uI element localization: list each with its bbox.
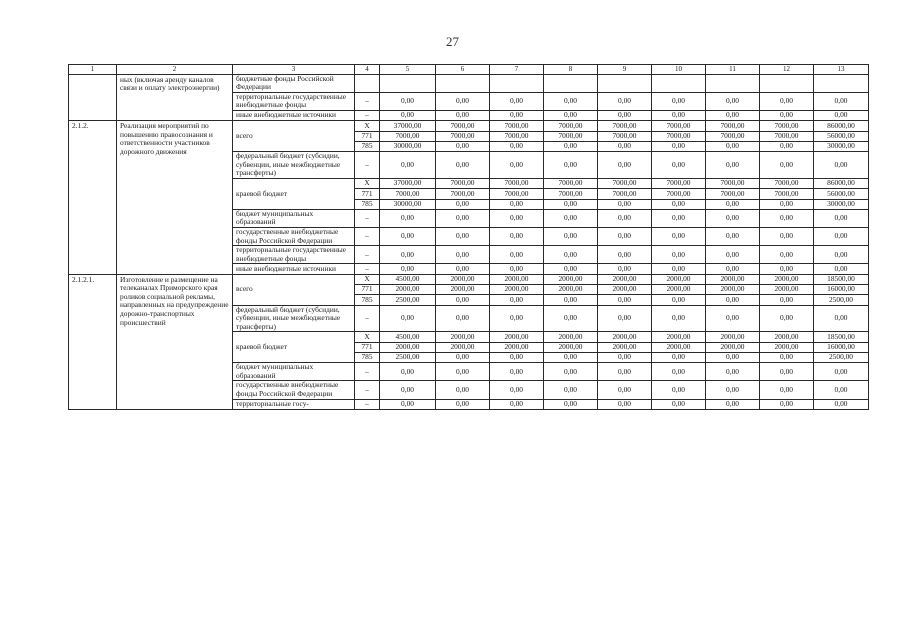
amount-cell: 7000,00	[652, 131, 706, 141]
amount-cell: 0,00	[544, 264, 598, 274]
funding-source: всего	[233, 274, 355, 305]
amount-cell: 2000,00	[652, 342, 706, 352]
column-number: 8	[544, 65, 598, 75]
amount-cell: 30000,00	[814, 199, 869, 209]
column-number: 1	[69, 65, 117, 75]
amount-cell: 0,00	[544, 305, 598, 332]
column-number: 2	[117, 65, 233, 75]
budget-code-cell: X	[355, 274, 380, 284]
amount-cell	[544, 74, 598, 92]
budget-code-cell: 785	[355, 199, 380, 209]
amount-cell: 0,00	[436, 363, 490, 381]
amount-cell: 0,00	[380, 152, 436, 179]
funding-source: иные внебюджетные источники	[233, 110, 355, 120]
amount-cell: 37000,00	[380, 121, 436, 131]
amount-cell: 0,00	[652, 92, 706, 110]
amount-cell: 2000,00	[760, 342, 814, 352]
budget-table	[68, 64, 869, 410]
amount-cell: 0,00	[652, 246, 706, 264]
amount-cell: 0,00	[760, 209, 814, 227]
budget-code-cell: –	[355, 209, 380, 227]
amount-cell: 7000,00	[706, 131, 760, 141]
amount-cell: 0,00	[598, 110, 652, 120]
amount-cell: 0,00	[652, 305, 706, 332]
amount-cell	[814, 74, 869, 92]
amount-cell: 2000,00	[706, 332, 760, 342]
budget-code-cell: 785	[355, 295, 380, 305]
amount-cell: 0,00	[598, 228, 652, 246]
amount-cell: 0,00	[598, 295, 652, 305]
amount-cell: 0,00	[490, 352, 544, 362]
amount-cell: 16000,00	[814, 342, 869, 352]
amount-cell: 0,00	[490, 305, 544, 332]
budget-code-cell: –	[355, 92, 380, 110]
funding-source: федеральный бюджет (субсидии, субвенции, иные межбюджетные трансферты)	[233, 305, 355, 332]
amount-cell	[380, 74, 436, 92]
amount-cell: 2000,00	[652, 274, 706, 284]
amount-cell: 2000,00	[490, 342, 544, 352]
amount-cell: 30000,00	[380, 199, 436, 209]
amount-cell: 0,00	[544, 152, 598, 179]
column-number: 13	[814, 65, 869, 75]
amount-cell: 0,00	[814, 363, 869, 381]
amount-cell: 2000,00	[436, 284, 490, 294]
amount-cell: 0,00	[760, 228, 814, 246]
budget-code-cell: 771	[355, 131, 380, 141]
amount-cell: 0,00	[814, 264, 869, 274]
table-row	[69, 121, 869, 131]
budget-code-cell: X	[355, 121, 380, 131]
amount-cell: 2000,00	[598, 332, 652, 342]
amount-cell: 0,00	[706, 363, 760, 381]
amount-cell: 7000,00	[490, 121, 544, 131]
amount-cell: 2000,00	[652, 332, 706, 342]
amount-cell: 7000,00	[652, 178, 706, 188]
amount-cell: 2000,00	[380, 284, 436, 294]
amount-cell: 0,00	[706, 352, 760, 362]
amount-cell: 0,00	[380, 305, 436, 332]
amount-cell: 7000,00	[544, 131, 598, 141]
amount-cell: 86000,00	[814, 178, 869, 188]
budget-code-cell: –	[355, 110, 380, 120]
amount-cell: 0,00	[706, 110, 760, 120]
amount-cell: 0,00	[760, 141, 814, 151]
budget-code-cell: –	[355, 363, 380, 381]
amount-cell: 0,00	[380, 264, 436, 274]
amount-cell: 7000,00	[652, 189, 706, 199]
amount-cell: 0,00	[490, 381, 544, 399]
amount-cell: 0,00	[380, 209, 436, 227]
amount-cell: 0,00	[490, 110, 544, 120]
amount-cell: 0,00	[544, 352, 598, 362]
funding-source: бюджет муниципальных образований	[233, 209, 355, 227]
amount-cell: 0,00	[760, 352, 814, 362]
amount-cell: 0,00	[436, 228, 490, 246]
amount-cell: 0,00	[760, 199, 814, 209]
amount-cell: 0,00	[760, 92, 814, 110]
amount-cell: 7000,00	[436, 131, 490, 141]
amount-cell: 2000,00	[760, 332, 814, 342]
amount-cell: 7000,00	[760, 131, 814, 141]
amount-cell: 0,00	[544, 228, 598, 246]
amount-cell: 0,00	[760, 110, 814, 120]
budget-code-cell: –	[355, 381, 380, 399]
budget-code-cell: –	[355, 246, 380, 264]
column-number: 7	[490, 65, 544, 75]
budget-code-cell: X	[355, 332, 380, 342]
amount-cell: 0,00	[436, 152, 490, 179]
amount-cell: 0,00	[760, 381, 814, 399]
amount-cell: 0,00	[380, 110, 436, 120]
amount-cell: 0,00	[760, 295, 814, 305]
amount-cell: 0,00	[706, 264, 760, 274]
amount-cell: 0,00	[652, 110, 706, 120]
amount-cell: 0,00	[490, 228, 544, 246]
amount-cell: 2500,00	[380, 352, 436, 362]
amount-cell: 0,00	[814, 381, 869, 399]
amount-cell: 16000,00	[814, 284, 869, 294]
funding-source: федеральный бюджет (субсидии, субвенции, иные межбюджетные трансферты)	[233, 152, 355, 179]
amount-cell: 0,00	[490, 92, 544, 110]
amount-cell: 0,00	[706, 381, 760, 399]
amount-cell: 18500,00	[814, 274, 869, 284]
amount-cell: 0,00	[436, 110, 490, 120]
amount-cell: 2000,00	[706, 342, 760, 352]
amount-cell: 0,00	[380, 92, 436, 110]
amount-cell: 0,00	[490, 209, 544, 227]
funding-source: краевой бюджет	[233, 178, 355, 209]
funding-source: всего	[233, 121, 355, 152]
amount-cell	[490, 74, 544, 92]
amount-cell: 2000,00	[652, 284, 706, 294]
amount-cell: 0,00	[706, 141, 760, 151]
funding-source: территориальные государственные внебюджетные фонды	[233, 246, 355, 264]
amount-cell: 0,00	[706, 228, 760, 246]
amount-cell: 2500,00	[814, 352, 869, 362]
amount-cell: 7000,00	[598, 189, 652, 199]
column-number: 3	[233, 65, 355, 75]
amount-cell: 0,00	[490, 363, 544, 381]
amount-cell: 0,00	[544, 199, 598, 209]
amount-cell: 0,00	[760, 399, 814, 409]
column-number: 9	[598, 65, 652, 75]
column-number: 5	[380, 65, 436, 75]
amount-cell: 7000,00	[436, 189, 490, 199]
amount-cell: 2000,00	[544, 342, 598, 352]
amount-cell: 0,00	[760, 246, 814, 264]
amount-cell: 18500,00	[814, 332, 869, 342]
amount-cell: 0,00	[490, 246, 544, 264]
funding-source: государственные внебюджетные фонды Российской Федерации	[233, 381, 355, 399]
amount-cell: 0,00	[544, 246, 598, 264]
amount-cell: 0,00	[760, 152, 814, 179]
amount-cell: 0,00	[598, 305, 652, 332]
budget-code-cell: –	[355, 152, 380, 179]
amount-cell: 7000,00	[544, 178, 598, 188]
amount-cell: 0,00	[814, 228, 869, 246]
funding-source: иные внебюджетные источники	[233, 264, 355, 274]
budget-code-cell: –	[355, 264, 380, 274]
item-description: Изготовление и размещение на телеканалах Приморского края роликов социальной рекламы, направленных на предупреждение дорожно-транспортных происшествий	[117, 274, 233, 409]
amount-cell: 0,00	[814, 246, 869, 264]
amount-cell: 0,00	[436, 141, 490, 151]
amount-cell: 0,00	[598, 399, 652, 409]
item-description: Реализация мероприятий по повышению правосознания и ответственности участников дорожного движения	[117, 121, 233, 274]
amount-cell: 0,00	[380, 363, 436, 381]
column-number: 10	[652, 65, 706, 75]
amount-cell: 0,00	[490, 295, 544, 305]
amount-cell: 7000,00	[436, 178, 490, 188]
amount-cell: 0,00	[380, 381, 436, 399]
amount-cell: 0,00	[436, 264, 490, 274]
amount-cell: 7000,00	[706, 178, 760, 188]
amount-cell: 2000,00	[436, 274, 490, 284]
amount-cell: 2000,00	[760, 274, 814, 284]
amount-cell: 0,00	[544, 399, 598, 409]
amount-cell: 7000,00	[706, 189, 760, 199]
amount-cell	[436, 74, 490, 92]
amount-cell: 0,00	[760, 363, 814, 381]
amount-cell: 4500,00	[380, 274, 436, 284]
amount-cell	[598, 74, 652, 92]
funding-source: краевой бюджет	[233, 332, 355, 363]
amount-cell: 0,00	[490, 264, 544, 274]
amount-cell: 0,00	[544, 209, 598, 227]
amount-cell: 7000,00	[760, 189, 814, 199]
amount-cell: 7000,00	[380, 131, 436, 141]
amount-cell	[706, 74, 760, 92]
amount-cell: 0,00	[814, 92, 869, 110]
amount-cell: 0,00	[544, 110, 598, 120]
amount-cell: 0,00	[706, 246, 760, 264]
item-description: ных (включая аренду каналов связи и оплату электроэнергии)	[117, 74, 233, 121]
item-number: 2.1.2.1.	[69, 274, 117, 409]
amount-cell: 0,00	[490, 199, 544, 209]
amount-cell: 0,00	[544, 381, 598, 399]
amount-cell: 7000,00	[490, 131, 544, 141]
amount-cell: 7000,00	[652, 121, 706, 131]
amount-cell: 0,00	[760, 264, 814, 274]
amount-cell: 30000,00	[380, 141, 436, 151]
amount-cell: 2000,00	[380, 342, 436, 352]
amount-cell: 0,00	[380, 399, 436, 409]
funding-source: бюджет муниципальных образований	[233, 363, 355, 381]
amount-cell: 0,00	[598, 352, 652, 362]
amount-cell: 0,00	[380, 246, 436, 264]
amount-cell: 7000,00	[760, 178, 814, 188]
budget-code-cell: –	[355, 228, 380, 246]
amount-cell: 0,00	[814, 305, 869, 332]
funding-source: государственные внебюджетные фонды Российской Федерации	[233, 228, 355, 246]
amount-cell: 0,00	[814, 152, 869, 179]
column-number-row	[69, 65, 869, 75]
amount-cell: 0,00	[436, 246, 490, 264]
amount-cell: 2000,00	[544, 332, 598, 342]
amount-cell: 0,00	[598, 381, 652, 399]
budget-code-cell: 771	[355, 189, 380, 199]
amount-cell: 2000,00	[490, 274, 544, 284]
column-number: 6	[436, 65, 490, 75]
amount-cell	[760, 74, 814, 92]
amount-cell: 0,00	[490, 152, 544, 179]
amount-cell: 0,00	[436, 295, 490, 305]
table-row	[69, 274, 869, 284]
amount-cell: 4500,00	[380, 332, 436, 342]
amount-cell: 0,00	[706, 399, 760, 409]
amount-cell: 0,00	[544, 363, 598, 381]
amount-cell: 0,00	[652, 228, 706, 246]
amount-cell: 2000,00	[436, 332, 490, 342]
amount-cell: 2000,00	[598, 274, 652, 284]
amount-cell: 0,00	[436, 199, 490, 209]
amount-cell: 0,00	[652, 199, 706, 209]
amount-cell: 0,00	[436, 352, 490, 362]
amount-cell: 2000,00	[544, 274, 598, 284]
amount-cell: 0,00	[652, 209, 706, 227]
amount-cell: 0,00	[814, 399, 869, 409]
budget-code-cell: 785	[355, 141, 380, 151]
amount-cell: 0,00	[436, 305, 490, 332]
amount-cell: 56000,00	[814, 131, 869, 141]
amount-cell: 0,00	[598, 141, 652, 151]
amount-cell: 2000,00	[706, 274, 760, 284]
amount-cell: 0,00	[544, 141, 598, 151]
amount-cell: 0,00	[814, 110, 869, 120]
amount-cell: 0,00	[598, 199, 652, 209]
amount-cell: 37000,00	[380, 178, 436, 188]
budget-code-cell: 771	[355, 284, 380, 294]
amount-cell: 2000,00	[436, 342, 490, 352]
column-number: 4	[355, 65, 380, 75]
amount-cell: 7000,00	[598, 121, 652, 131]
table-row	[69, 74, 869, 92]
amount-cell: 0,00	[598, 92, 652, 110]
amount-cell: 2500,00	[814, 295, 869, 305]
amount-cell: 0,00	[814, 209, 869, 227]
amount-cell: 0,00	[652, 399, 706, 409]
amount-cell: 0,00	[436, 92, 490, 110]
amount-cell: 0,00	[706, 209, 760, 227]
amount-cell: 0,00	[380, 228, 436, 246]
amount-cell: 0,00	[706, 152, 760, 179]
amount-cell: 0,00	[652, 295, 706, 305]
budget-code-cell: –	[355, 399, 380, 409]
amount-cell: 0,00	[760, 305, 814, 332]
amount-cell: 0,00	[544, 92, 598, 110]
amount-cell: 7000,00	[490, 189, 544, 199]
funding-source: бюджетные фонды Российской Федерации	[233, 74, 355, 92]
amount-cell: 0,00	[598, 246, 652, 264]
amount-cell: 0,00	[706, 305, 760, 332]
amount-cell: 0,00	[490, 141, 544, 151]
amount-cell: 56000,00	[814, 189, 869, 199]
amount-cell: 0,00	[436, 209, 490, 227]
amount-cell: 2000,00	[760, 284, 814, 294]
amount-cell: 0,00	[598, 152, 652, 179]
amount-cell: 0,00	[706, 295, 760, 305]
budget-code-cell: 771	[355, 342, 380, 352]
budget-code-cell: 785	[355, 352, 380, 362]
amount-cell: 2000,00	[706, 284, 760, 294]
amount-cell: 2000,00	[490, 332, 544, 342]
funding-source: территориальные госу-	[233, 399, 355, 409]
item-number: 2.1.2.	[69, 121, 117, 274]
column-number: 12	[760, 65, 814, 75]
amount-cell: 2500,00	[380, 295, 436, 305]
amount-cell: 0,00	[706, 199, 760, 209]
amount-cell	[652, 74, 706, 92]
amount-cell: 7000,00	[544, 189, 598, 199]
amount-cell: 0,00	[706, 92, 760, 110]
funding-source: территориальные государственные внебюджетные фонды	[233, 92, 355, 110]
amount-cell: 7000,00	[706, 121, 760, 131]
budget-code-cell: X	[355, 178, 380, 188]
amount-cell: 7000,00	[544, 121, 598, 131]
amount-cell: 2000,00	[598, 284, 652, 294]
amount-cell: 0,00	[436, 381, 490, 399]
amount-cell: 0,00	[652, 141, 706, 151]
amount-cell: 2000,00	[490, 284, 544, 294]
amount-cell: 0,00	[598, 363, 652, 381]
amount-cell: 0,00	[652, 152, 706, 179]
budget-code-cell	[355, 74, 380, 92]
amount-cell: 2000,00	[598, 342, 652, 352]
amount-cell: 0,00	[652, 264, 706, 274]
item-number	[69, 74, 117, 121]
amount-cell: 7000,00	[760, 121, 814, 131]
amount-cell: 86000,00	[814, 121, 869, 131]
amount-cell: 0,00	[652, 352, 706, 362]
amount-cell: 7000,00	[598, 131, 652, 141]
amount-cell: 0,00	[652, 381, 706, 399]
amount-cell: 0,00	[652, 363, 706, 381]
amount-cell: 7000,00	[490, 178, 544, 188]
page-number: 27	[446, 34, 459, 49]
amount-cell: 0,00	[598, 209, 652, 227]
amount-cell: 2000,00	[544, 284, 598, 294]
column-number: 11	[706, 65, 760, 75]
amount-cell: 7000,00	[598, 178, 652, 188]
amount-cell: 30000,00	[814, 141, 869, 151]
amount-cell: 7000,00	[380, 189, 436, 199]
amount-cell: 7000,00	[436, 121, 490, 131]
amount-cell: 0,00	[490, 399, 544, 409]
amount-cell: 0,00	[598, 264, 652, 274]
amount-cell: 0,00	[544, 295, 598, 305]
budget-code-cell: –	[355, 305, 380, 332]
amount-cell: 0,00	[436, 399, 490, 409]
